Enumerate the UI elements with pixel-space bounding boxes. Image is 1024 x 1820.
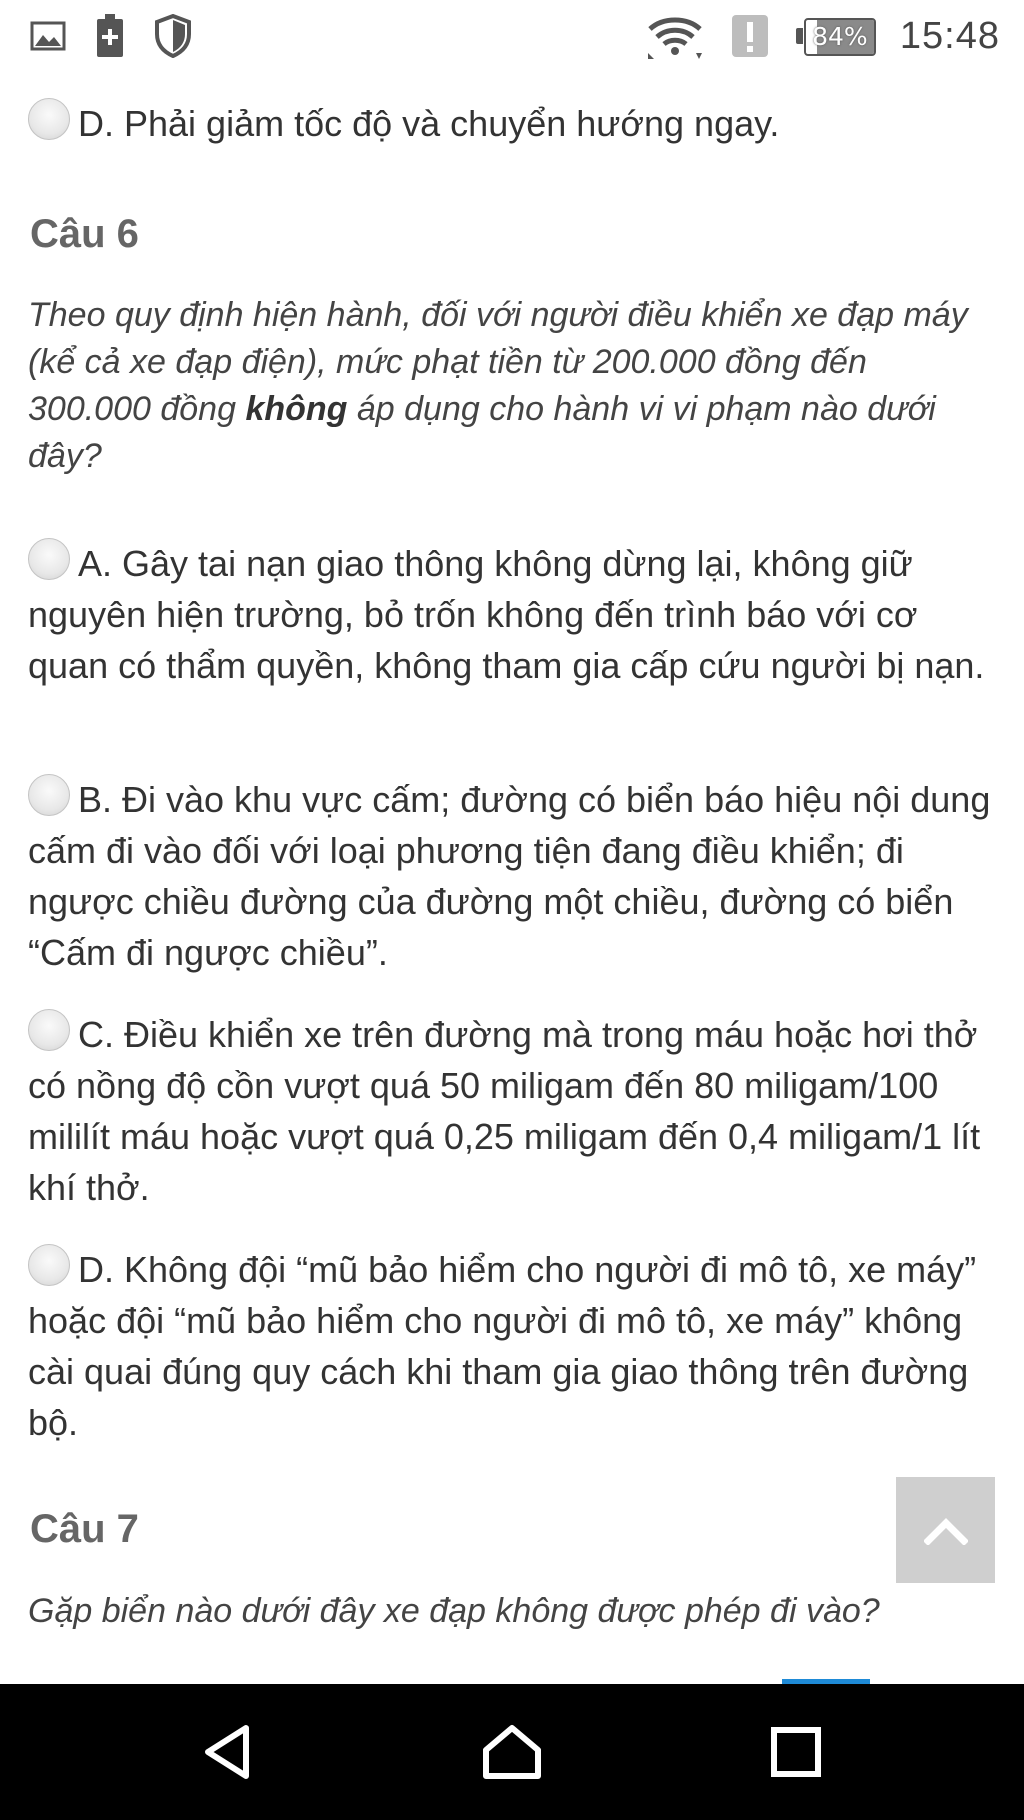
wifi-icon	[646, 13, 704, 59]
answer-option-d[interactable]	[28, 1244, 1000, 1448]
answer-option-c[interactable]	[28, 1009, 1000, 1213]
battery-saver-icon	[96, 14, 124, 58]
battery-level: 84%	[812, 22, 868, 51]
quiz-content[interactable]	[0, 72, 1024, 1684]
radio-button[interactable]	[28, 774, 70, 816]
battery-icon	[796, 18, 874, 54]
home-icon	[480, 1722, 544, 1782]
recents-button[interactable]	[746, 1712, 846, 1792]
image-icon	[30, 21, 66, 51]
status-bar	[0, 0, 1024, 72]
question-prompt: Gặp biển nào dưới đây xe đạp không được phép đi vào?	[28, 1592, 880, 1630]
option-text: D. Phải giảm tốc độ và chuyển hướng ngay.	[78, 103, 780, 144]
back-icon	[198, 1722, 258, 1782]
home-button[interactable]	[462, 1712, 562, 1792]
recents-icon	[770, 1726, 822, 1778]
option-text: B. Đi vào khu vực cấm; đường có biển báo hiệu nội dung cấm đi vào đối với loại phương tiện đang điều khiển; đi ngược chiều đường của đường một chiều, đường có biển “Cấm đi ngược chiều”.	[28, 779, 991, 973]
option-text: C. Điều khiển xe trên đường mà trong máu hoặc hơi thở có nồng độ cồn vượt quá 50 miligam đến 80 miligam/100 mililít máu hoặc vượt quá 0,25 miligam đến 0,4 miligam/1 lít khí thở.	[28, 1014, 981, 1208]
status-bar-left	[30, 12, 192, 60]
radio-button[interactable]	[28, 1244, 70, 1286]
option-text: D. Không đội “mũ bảo hiểm cho người đi mô tô, xe máy” hoặc đội “mũ bảo hiểm cho người đi mô tô, xe máy” không cài quai đúng quy cách khi tham gia giao thông trên đường bộ.	[28, 1249, 977, 1443]
question-title: Câu 6	[30, 212, 139, 256]
chevron-up-icon	[924, 1515, 968, 1545]
radio-button[interactable]	[28, 98, 70, 140]
navigation-bar	[0, 1684, 1024, 1820]
alert-icon	[730, 13, 770, 59]
option-text: A. Gây tai nạn giao thông không dừng lại, không giữ nguyên hiện trường, bỏ trốn không đến trình báo với cơ quan có thẩm quyền, không tham gia cấp cứu người bị nạn.	[28, 543, 985, 686]
previous-option-d[interactable]	[28, 98, 1000, 149]
status-bar-right	[646, 12, 1000, 60]
clock: 15:48	[899, 14, 1000, 57]
question-title: Câu 7	[30, 1507, 139, 1551]
scroll-to-top-button[interactable]	[896, 1477, 995, 1583]
radio-button[interactable]	[28, 1009, 70, 1051]
emphasis-text: không	[245, 390, 348, 428]
question-prompt: Theo quy định hiện hành, đối với người điều khiển xe đạp máy (kể cả xe đạp điện), mức phạt tiền từ 200.000 đồng đến 300.000 đồng không áp dụng cho hành vi vi phạm nào dưới đây?	[28, 296, 968, 475]
answer-option-b[interactable]	[28, 774, 1000, 978]
answer-option-a[interactable]	[28, 538, 1000, 691]
shield-icon	[154, 14, 192, 58]
back-button[interactable]	[178, 1712, 278, 1792]
radio-button[interactable]	[28, 538, 70, 580]
